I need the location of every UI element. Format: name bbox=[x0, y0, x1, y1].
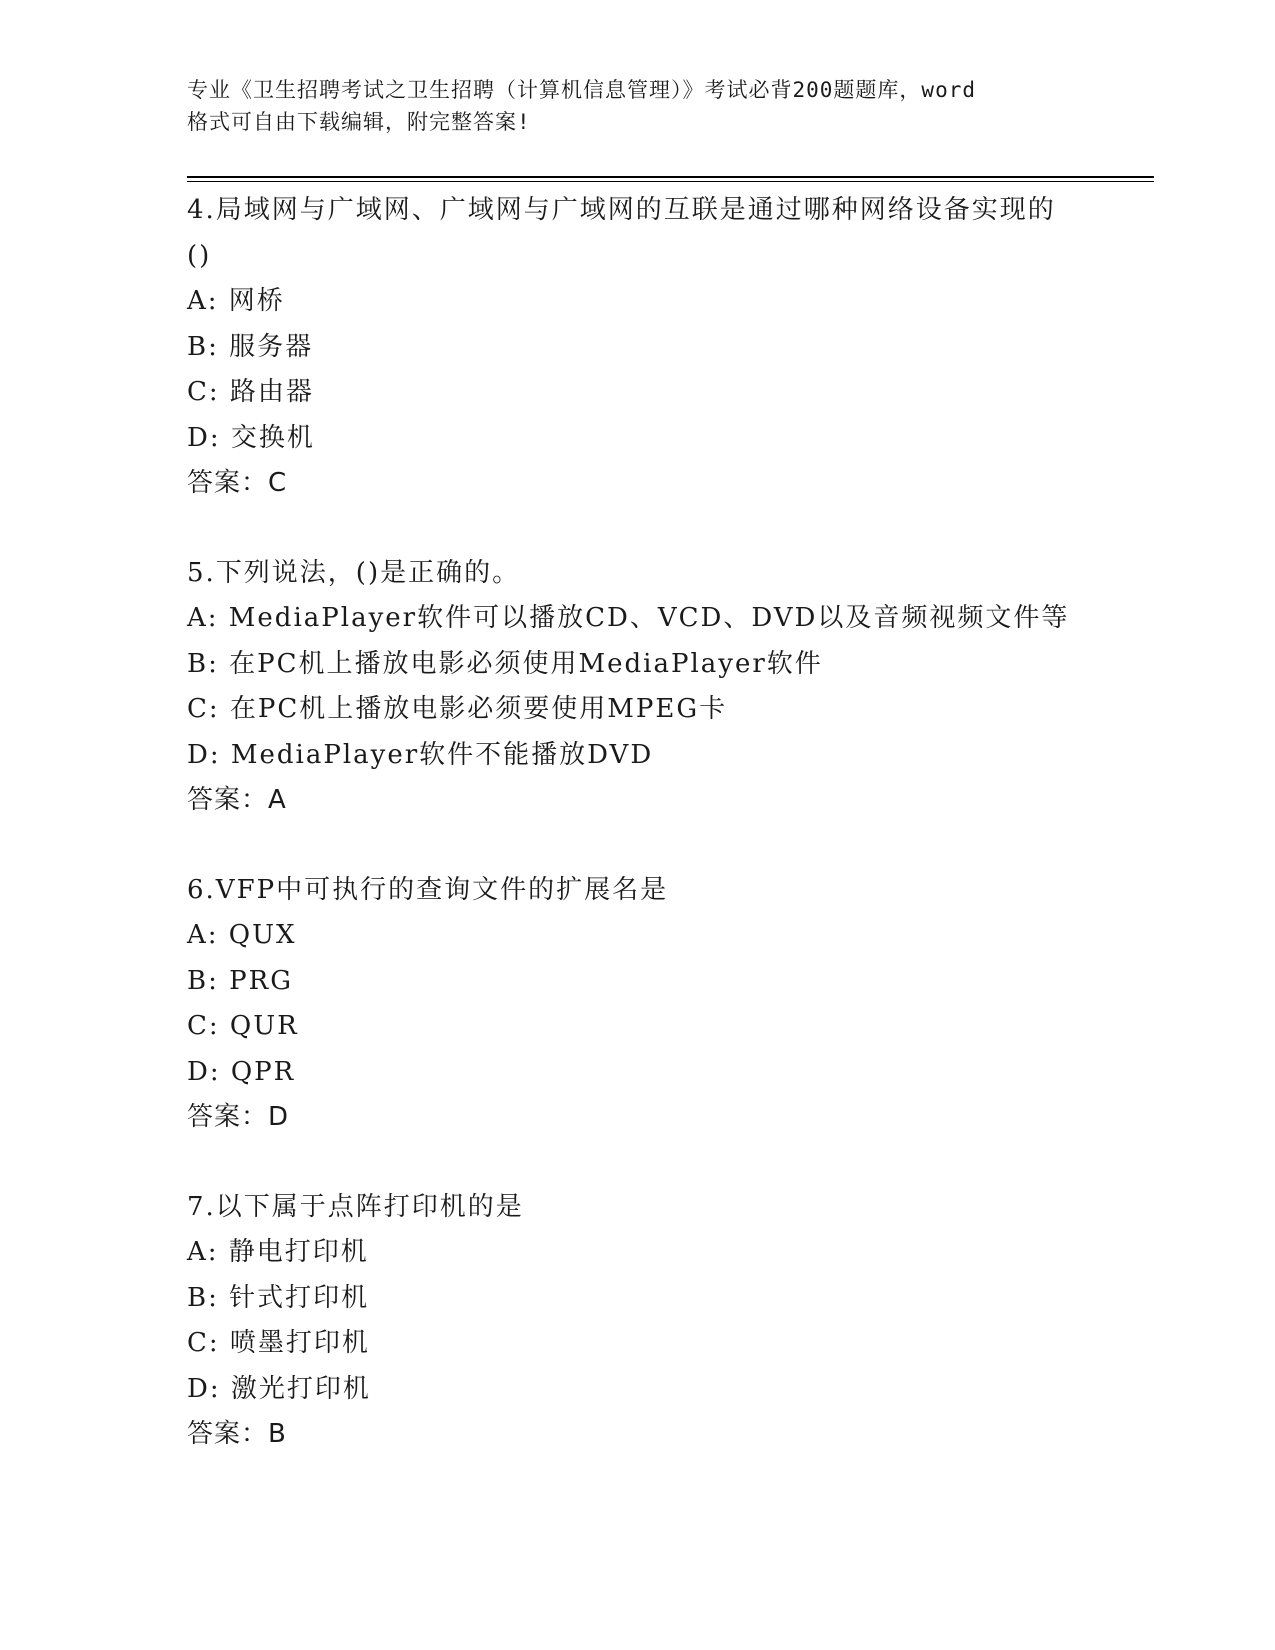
option-b: B: 针式打印机 bbox=[187, 1282, 370, 1313]
question-7 bbox=[187, 1185, 1087, 1458]
option-a: A: MediaPlayer软件可以播放CD、VCD、DVD以及音频视频文件等 bbox=[187, 603, 1070, 633]
option-d: D: QPR bbox=[187, 1056, 296, 1087]
answer-label: 答案：D bbox=[187, 1102, 290, 1132]
question-stem: 5.下列说法，()是正确的。 bbox=[187, 557, 521, 588]
option-a: A: 网桥 bbox=[187, 286, 285, 316]
question-stem: 6.VFP中可执行的查询文件的扩展名是 bbox=[187, 874, 669, 905]
option-c: C: 路由器 bbox=[187, 377, 314, 407]
question-5 bbox=[187, 551, 1087, 824]
option-d: D: MediaPlayer软件不能播放DVD bbox=[187, 739, 654, 770]
option-b: B: 服务器 bbox=[187, 331, 314, 362]
answer-label: 答案：C bbox=[187, 468, 288, 498]
question-4 bbox=[187, 188, 1087, 507]
option-c: C: QUR bbox=[187, 1011, 299, 1041]
document-header-note bbox=[187, 74, 1087, 138]
header-divider-thin bbox=[187, 181, 1154, 182]
option-c: C: 喷墨打印机 bbox=[187, 1328, 370, 1358]
option-d: D: 交换机 bbox=[187, 422, 315, 453]
question-stem: 7.以下属于点阵打印机的是 bbox=[187, 1191, 524, 1222]
option-a: A: 静电打印机 bbox=[187, 1237, 369, 1267]
option-d: D: 激光打印机 bbox=[187, 1373, 371, 1404]
header-divider-thick bbox=[187, 176, 1154, 178]
answer-label: 答案：B bbox=[187, 1419, 287, 1449]
question-6 bbox=[187, 868, 1087, 1141]
answer-label: 答案：A bbox=[187, 785, 287, 815]
question-list bbox=[187, 188, 1087, 1502]
question-stem: 4.局域网与广域网、广域网与广域网的互联是通过哪种网络设备实现的() bbox=[187, 195, 1056, 271]
option-a: A: QUX bbox=[187, 920, 297, 950]
option-b: B: 在PC机上播放电影必须使用MediaPlayer软件 bbox=[187, 648, 823, 679]
header-note-line-1: 专业《卫生招聘考试之卫生招聘（计算机信息管理）》考试必背200题题库，word bbox=[187, 78, 976, 102]
option-b: B: PRG bbox=[187, 965, 293, 996]
header-note-line-2: 格式可自由下载编辑，附完整答案! bbox=[187, 110, 531, 134]
option-c: C: 在PC机上播放电影必须要使用MPEG卡 bbox=[187, 694, 728, 724]
